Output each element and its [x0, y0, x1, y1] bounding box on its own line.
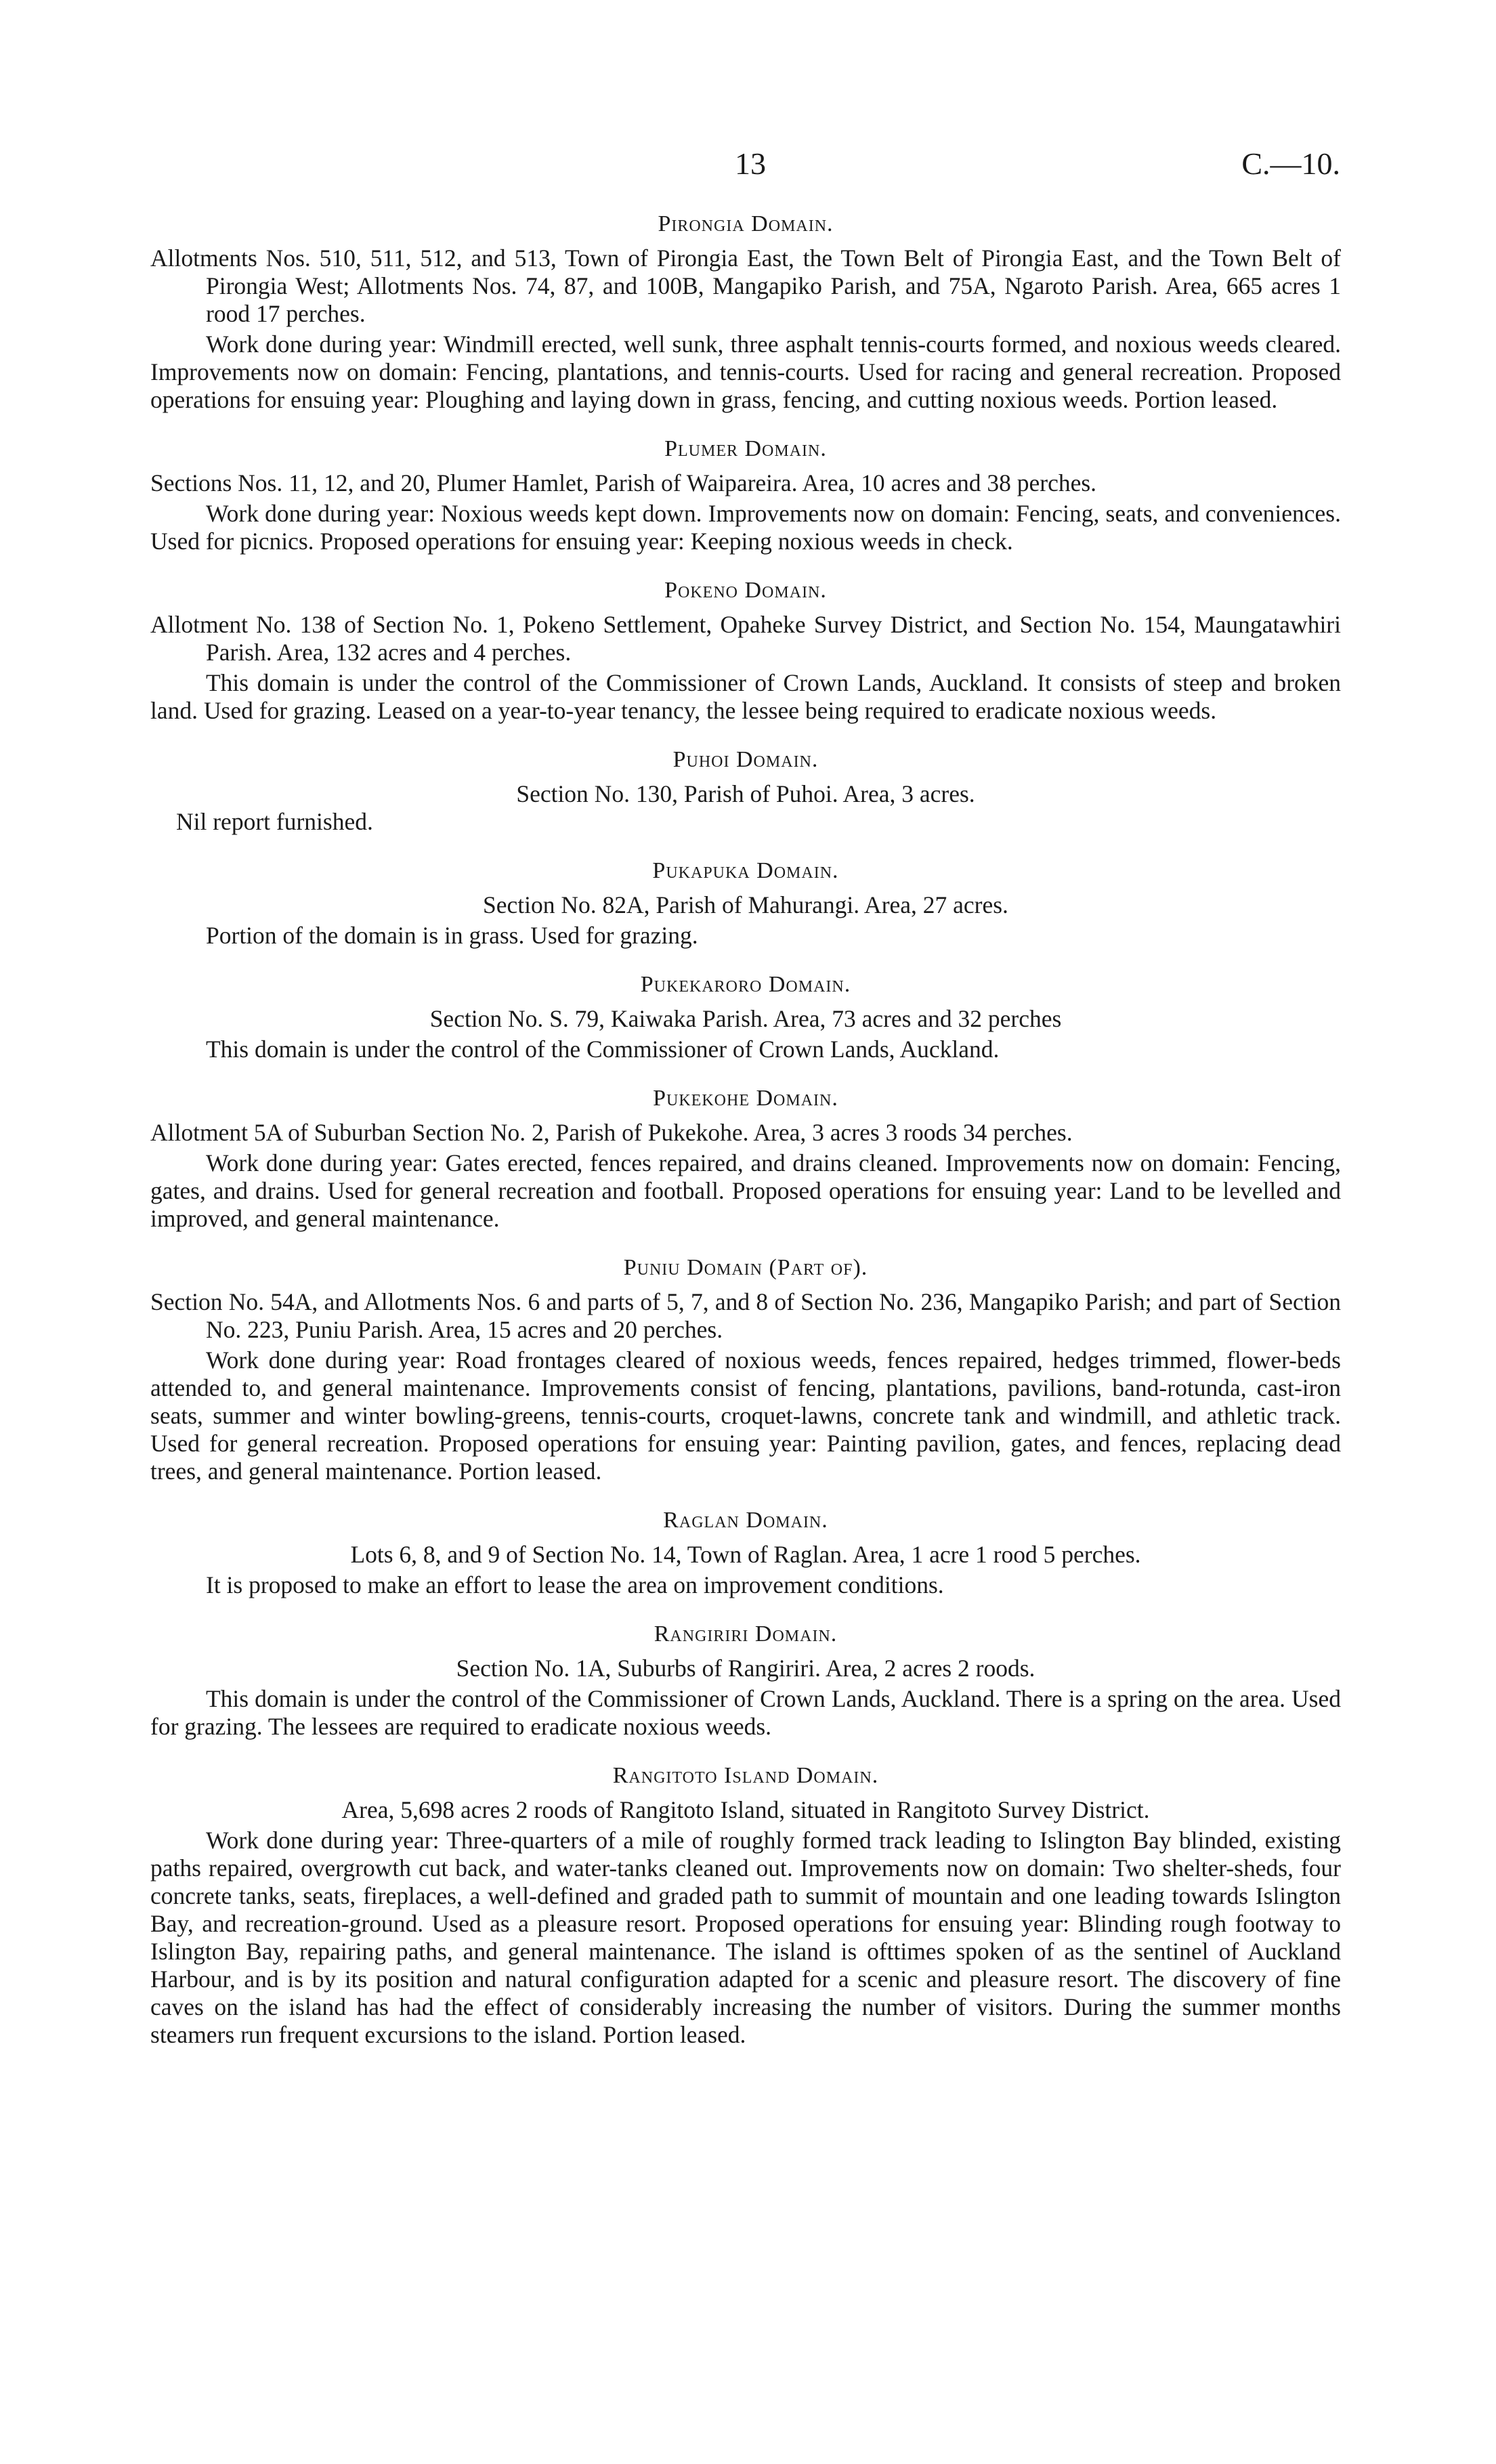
section-heading: Pukekaroro Domain.: [640, 972, 851, 997]
section-pukapuka-domain: [150, 857, 1341, 950]
section-body: Work done during year: Windmill erected, well sunk, three asphalt tennis-courts formed, and noxious weeds cleared. Improvements now on domain: Fencing, plantations, and tennis-courts. Used for racing and general recreation. Proposed operations for ensuing year: Ploughing and laying down in grass, fencing, and cutting noxious weeds. Portion leased.: [150, 331, 1341, 413]
section-rangiriri-domain: [150, 1620, 1341, 1741]
section-body: Work done during year: Three-quarters of a mile of roughly formed track leading to Islington Bay blinded, existing paths repaired, overgrowth cut back, and water-tanks cleaned out. Improvements now on domain: Two shelter-sheds, four concrete tanks, seats, fireplaces, a well-defined and graded path to summit of mountain and one leading towards Islington Bay, and recreation-ground. Used as a pleasure resort. Proposed operations for ensuing year: Blinding rough footway to Islington Bay, repairing paths, and general maintenance. The island is ofttimes spoken of as the sentinel of Auckland Harbour, and is by its position and natural configuration adapted for a scenic and pleasure resort. The discovery of fine caves on the island has had the effect of considerably increasing the number of visitors. During the summer months steamers run frequent excursions to the island. Portion leased.: [150, 1827, 1341, 2048]
section-body: Work done during year: Road frontages cleared of noxious weeds, fences repaired, hedges trimmed, flower-beds attended to, and general maintenance. Improvements consist of fencing, plantations, pavilions, band-rotunda, cast-iron seats, summer and winter bowling-greens, tennis-courts, croquet-lawns, concrete tank and windmill, and athletic track. Used for general recreation. Proposed operations for ensuing year: Painting pavilion, gates, and fences, replacing dead trees, and general maintenance. Portion leased.: [150, 1346, 1341, 1485]
section-description: Sections Nos. 11, 12, and 20, Plumer Hamlet, Parish of Waipareira. Area, 10 acres and 38 perches.: [150, 469, 1097, 496]
section-heading: Pirongia Domain.: [658, 211, 834, 236]
section-description: Section No. 54A, and Allotments Nos. 6 and parts of 5, 7, and 8 of Section No. 236, Mangapiko Parish; and part of Section No. 223, Puniu Parish. Area, 15 acres and 20 perches.: [150, 1288, 1341, 1343]
section-body: This domain is under the control of the Commissioner of Crown Lands, Auckland. It consists of steep and broken land. Used for grazing. Leased on a year-to-year tenancy, the lessee being required to eradicate noxious weeds.: [150, 669, 1341, 724]
section-body: It is proposed to make an effort to lease the area on improvement conditions.: [206, 1571, 944, 1598]
section-description: Lots 6, 8, and 9 of Section No. 14, Town of Raglan. Area, 1 acre 1 rood 5 perches.: [350, 1541, 1141, 1568]
section-description: Allotments Nos. 510, 511, 512, and 513, Town of Pirongia East, the Town Belt of Pirongia East, and the Town Belt of Pirongia West; Allotments Nos. 74, 87, and 100B, Mangapiko Parish, and 75A, Ngaroto Parish. Area, 665 acres 1 rood 17 perches.: [150, 245, 1341, 327]
page-number: 13: [735, 146, 766, 181]
section-pirongia-domain: [150, 210, 1341, 414]
nil-report-note: Nil report furnished.: [176, 808, 373, 835]
section-puniu-domain: [150, 1254, 1341, 1485]
section-description: Section No. 82A, Parish of Mahurangi. Area, 27 acres.: [483, 891, 1008, 918]
section-puhoi-domain: [150, 746, 1341, 836]
section-body: Work done during year: Noxious weeds kept down. Improvements now on domain: Fencing, seats, and conveniences. Used for picnics. Proposed operations for ensuing year: Keeping noxious weeds in check.: [150, 500, 1341, 555]
section-heading: Raglan Domain.: [663, 1508, 828, 1533]
document-reference: C.—10.: [1241, 146, 1340, 181]
section-heading: Plumer Domain.: [664, 436, 827, 461]
section-body: This domain is under the control of the Commissioner of Crown Lands, Auckland.: [206, 1036, 1000, 1063]
section-heading: Pukekohe Domain.: [653, 1086, 838, 1111]
section-heading: Puniu Domain (Part of).: [623, 1255, 868, 1280]
section-pukekaroro-domain: [150, 971, 1341, 1063]
section-body: This domain is under the control of the Commissioner of Crown Lands, Auckland. There is a spring on the area. Used for grazing. The lessees are required to eradicate noxious weeds.: [150, 1685, 1341, 1740]
section-heading: Rangiriri Domain.: [654, 1621, 838, 1647]
section-pokeno-domain: [150, 576, 1341, 725]
section-pukekohe-domain: [150, 1084, 1341, 1233]
page-content: [150, 210, 1341, 2070]
section-description: Area, 5,698 acres 2 roods of Rangitoto Island, situated in Rangitoto Survey District.: [341, 1796, 1150, 1823]
section-description: Section No. 1A, Suburbs of Rangiriri. Area, 2 acres 2 roods.: [456, 1655, 1035, 1682]
section-description: Section No. 130, Parish of Puhoi. Area, 3 acres.: [516, 780, 975, 807]
section-description: Section No. S. 79, Kaiwaka Parish. Area, 73 acres and 32 perches: [429, 1005, 1062, 1032]
section-heading: Rangitoto Island Domain.: [612, 1763, 879, 1788]
section-description: Allotment No. 138 of Section No. 1, Pokeno Settlement, Opaheke Survey District, and Section No. 154, Maungatawhiri Parish. Area, 132 acres and 4 perches.: [150, 611, 1341, 666]
page-header: [0, 146, 1496, 186]
section-plumer-domain: [150, 435, 1341, 555]
section-raglan-domain: [150, 1506, 1341, 1599]
section-heading: Pukapuka Domain.: [652, 858, 839, 883]
section-body: Work done during year: Gates erected, fences repaired, and drains cleaned. Improvements now on domain: Fencing, gates, and drains. Used for general recreation and football. Proposed operations for ensuing year: Land to be levelled and improved, and general maintenance.: [150, 1149, 1341, 1232]
section-body: Portion of the domain is in grass. Used for grazing.: [206, 922, 698, 949]
section-rangitoto-island-domain: [150, 1762, 1341, 2049]
section-heading: Pokeno Domain.: [664, 578, 827, 603]
section-heading: Puhoi Domain.: [672, 747, 819, 772]
section-description: Allotment 5A of Suburban Section No. 2, Parish of Pukekohe. Area, 3 acres 3 roods 34 perches.: [150, 1119, 1073, 1146]
